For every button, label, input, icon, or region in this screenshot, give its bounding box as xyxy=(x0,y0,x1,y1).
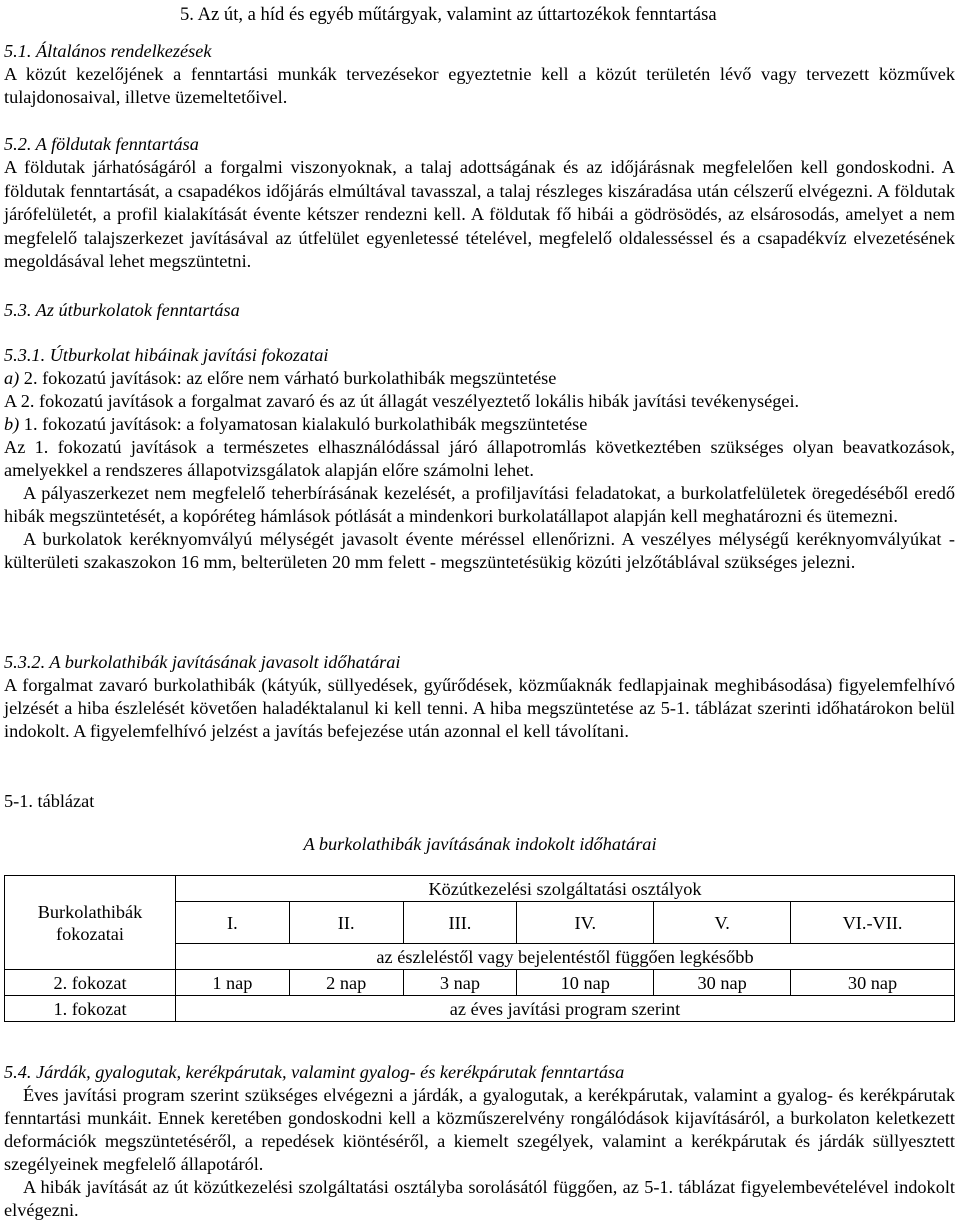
item-b-desc: Az 1. fokozatú javítások a természetes elhasználódással járó állapotromlás következtében szükséges olyan beavatkozások, amelyekkel a rendszeres állapotvizsgálatok alapján előre számolni lehet. xyxy=(4,437,955,480)
class-cell: II. xyxy=(289,902,403,944)
table-label xyxy=(4,790,955,813)
heading-5-2: 5.2. A földutak fenntartása xyxy=(4,134,199,154)
item-a-desc: A 2. fokozatú javítások a forgalmat zavaró és az út állagát veszélyeztető lokális hibák javítási tevékenységei. xyxy=(4,391,800,411)
table-subheader: az észleléstől vagy bejelentéstől függően legkésőbb xyxy=(176,944,955,970)
item-a-prefix: a) xyxy=(4,368,20,388)
section-title: 5. Az út, a híd és egyéb műtárgyak, valamint az úttartozékok fenntartása xyxy=(180,4,717,25)
paragraph-5-1: A közút kezelőjének a fenntartási munkák tervezésekor egyeztetnie kell a közút területén lévő vagy tervezett közművek tulajdonosaival, illetve üzemeltetőivel. xyxy=(4,64,955,107)
table-label-text: 5-1. táblázat xyxy=(4,791,95,811)
table-cell: 30 nap xyxy=(791,970,955,996)
heading-5-3-2: 5.3.2. A burkolathibák javításának javasolt időhatárai xyxy=(4,652,401,672)
paragraph-5-4-2: A hibák javítását az út közútkezelési szolgáltatási osztályba sorolásától függően, az 5-1. táblázat figyelembevételével indokolt elvégezni. xyxy=(4,1177,955,1220)
paragraph-5-4-1: Éves javítási program szerint szükséges elvégezni a járdák, a gyalogutak, a kerékpárutak, valamint a gyalog- és kerékpárutak fenntartási munkáit. Ennek keretében gondoskodni kell a közműszerelvény rongálódások kijavításáról, a burkolaton keletkezett deformációk megszüntetéséről, a repedések kiöntéséről, a kiemelt szegélyek, valamint a kerékpárutak és járdák süllyesztett szegélyeinek megfelelő állapotáról. xyxy=(4,1085,955,1174)
table-row-label: 2. fokozat xyxy=(5,970,176,996)
repair-time-table xyxy=(4,875,955,1022)
section-5-3 xyxy=(4,299,955,322)
table-cell: 1 nap xyxy=(176,970,290,996)
heading-5-4: 5.4. Járdák, gyalogutak, kerékpárutak, valamint gyalog- és kerékpárutak fenntartása xyxy=(4,1062,625,1082)
section-5-3-1 xyxy=(4,344,955,574)
item-b-text: 1. fokozatú javítások: a folyamatosan kialakuló burkolathibák megszüntetése xyxy=(19,414,588,434)
section-5-1 xyxy=(4,40,955,109)
item-a-text: 2. fokozatú javítások: az előre nem várható burkolathibák megszüntetése xyxy=(19,368,557,388)
item-b xyxy=(4,413,955,436)
class-cell: V. xyxy=(654,902,791,944)
paragraph-5-3-1-4: A burkolatok keréknyomvályú mélységét javasolt évente méréssel ellenőrizni. A veszélyes mélységű keréknyomvályúkat - külterületi szakaszokon 16 mm, belterületen 20 mm felett - megszüntetésükig közúti jelzőtáblával szükséges jelezni. xyxy=(4,529,955,572)
paragraph-5-3-1-3: A pályaszerkezet nem megfelelő teherbírásának kezelését, a profiljavítási feladatokat, a burkolatfelületek öregedéséből eredő hibák megszüntetését, a kopóréteg hámlások pótlását a mindenkori burkolatállapot alapján kell meghatározni és ütemezni. xyxy=(4,483,955,526)
table-group-header: Közútkezelési szolgáltatási osztályok xyxy=(176,876,955,902)
heading-5-3-1: 5.3.1. Útburkolat hibáinak javítási fokozatai xyxy=(4,345,329,365)
heading-5-3: 5.3. Az útburkolatok fenntartása xyxy=(4,300,240,320)
section-5-3-2 xyxy=(4,651,955,743)
table-cell: 10 nap xyxy=(517,970,654,996)
class-cell: VI.-VII. xyxy=(791,902,955,944)
class-cell: III. xyxy=(403,902,517,944)
paragraph-5-3-2: A forgalmat zavaró burkolathibák (kátyúk, süllyedések, gyűrődések, közműaknák fedlapjainak meghibásodása) figyelemfelhívó jelzését a hiba észlelését követően haladéktalanul ki kell tenni. A hiba megszüntetése az 5-1. táblázat szerinti időhatárokon belül indokolt. A figyelemfelhívó jelzést a javítás befejezése után azonnal el kell távolítani. xyxy=(4,675,955,741)
table-row xyxy=(5,970,955,996)
table-cell: 3 nap xyxy=(403,970,517,996)
heading-5-1: 5.1. Általános rendelkezések xyxy=(4,41,212,61)
class-cell: IV. xyxy=(517,902,654,944)
table-cell: 30 nap xyxy=(654,970,791,996)
table-row-label: 1. fokozat xyxy=(5,996,176,1022)
item-a xyxy=(4,367,955,390)
item-b-prefix: b) xyxy=(4,414,20,434)
section-5-2 xyxy=(4,133,955,274)
table-row xyxy=(5,996,955,1022)
table-caption: A burkolathibák javításának indokolt időhatárai xyxy=(303,834,657,854)
paragraph-5-2: A földutak járhatóságáról a forgalmi viszonyoknak, a talaj adottságának és az időjárásnak megfelelően kell gondoskodni. A földutak fenntartását, a csapadékos időjárás elmúltával tavasszal, a talaj részleges kiszáradása után célszerű elvégezni. A földutak járófelületét, a profil kialakítását évente kétszer rendezni kell. A földutak fő hibái a gödrösödés, az elsárosodás, amelyet a nem megfelelő talajszerkezet javításával az útfelület egyenletessé tételével, megfelelő oldalesséssel és a csapadékvíz elvezetésének megoldásával lehet megszüntetni. xyxy=(4,157,955,272)
table-row-header: Burkolathibák fokozatai xyxy=(5,876,176,970)
table-cell: 2 nap xyxy=(289,970,403,996)
class-cell: I. xyxy=(176,902,290,944)
section-5-4 xyxy=(4,1061,955,1222)
table-span-cell: az éves javítási program szerint xyxy=(176,996,955,1022)
table-header-row xyxy=(5,876,955,902)
